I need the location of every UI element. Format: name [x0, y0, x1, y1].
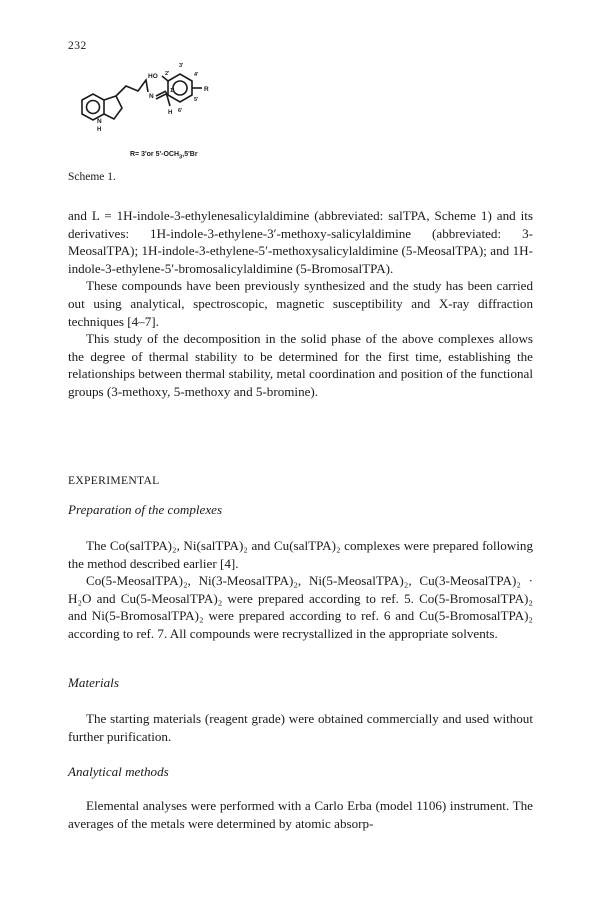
atom-5prime: 5': [194, 97, 199, 103]
atom-3prime: 3': [179, 63, 184, 69]
indole-pyrrole-ring: [104, 96, 122, 119]
atom-indole-n: N: [97, 118, 102, 125]
atom-6prime: 6': [178, 108, 183, 114]
ethylene-chain: [116, 80, 148, 96]
intro-paragraph-1: and L = 1H-indole-3-ethylenesalicylaldimine (abbreviated: salTPA, Scheme 1) and its derivatives: 1H-indole-3-ethylene-3′-methoxy-salicylaldimine (abbreviated: 3-MeosalTPA); 1H-indole-3-ethylene-5′-methoxysalicylaldimine (5-MeosalTPA); and 1H-indole-3-ethylene-5′-bromosalicylaldimine (5-BromosalTPA).: [68, 208, 533, 276]
indole-benzene-ring: [82, 94, 104, 120]
subheading-analytical-methods: Analytical methods: [68, 764, 169, 779]
intro-section: [68, 207, 533, 401]
atom-imine-h: H: [168, 110, 173, 116]
intro-paragraph-2: These compounds have been previously synthesized and the study has been carried out using analytical, spectroscopic, magnetic susceptibility and X-ray diffraction techniques [4–7].: [68, 278, 533, 329]
r-substituent-definition: R= 3'or $5'-OCH_3,5'Br$: [130, 151, 198, 161]
subheading-materials: Materials: [68, 675, 119, 690]
analytical-paragraph: Elemental analyses were performed with a Carlo Erba (model 1106) instrument. The averages of the metals were determined by atomic absorp-: [68, 798, 533, 831]
atom-imine-n: N: [149, 93, 154, 100]
section-heading-experimental: EXPERIMENTAL: [68, 474, 160, 487]
materials-section: [68, 710, 533, 745]
preparation-paragraph-2: Co(5-MeosalTPA)₂, Ni(3-MeosalTPA)₂, Ni(5-MeosalTPA)₂, Cu(3-MeosalTPA)₂ · H₂O and Cu(5-MeosalTPA)₂ were prepared according to ref. 5. Co(5-BromosalTPA)₂ and Ni(5-BromosalTPA)₂ were prepared according to ref. 6 and Cu(5-BromosalTPA)₂ according to ref. 7. All compounds were recrystallized in the appropriate solvents.: [68, 573, 533, 641]
intro-paragraph-3: This study of the decomposition in the solid phase of the above complexes allows the degree of thermal stability to be determined for the first time, establishing the relationships between thermal stability, metal coordination and position of the functional groups (3-methoxy, 5-methoxy and 5-bromine).: [68, 331, 533, 399]
scheme-caption: Scheme 1.: [68, 171, 116, 183]
atom-1prime: 1': [170, 88, 175, 94]
materials-paragraph: The starting materials (reagent grade) were obtained commercially and used without further purification.: [68, 711, 533, 744]
atom-4prime: 4': [194, 72, 199, 78]
atom-2prime: 2': [165, 71, 170, 77]
subheading-preparation: Preparation of the complexes: [68, 502, 223, 517]
atom-ho: HO: [148, 73, 158, 80]
atom-r: R: [204, 86, 209, 93]
atom-indole-h: H: [97, 127, 102, 133]
aromatic-circle-salicyl: [173, 81, 187, 95]
aromatic-circle-indole: [87, 101, 100, 114]
preparation-section: [68, 537, 533, 643]
analytical-section: [68, 797, 533, 832]
page-number: 232: [68, 40, 87, 52]
preparation-paragraph-1: The Co(salTPA)₂, Ni(salTPA)₂ and Cu(salTPA)₂ complexes were prepared following the method described earlier [4].: [68, 538, 533, 571]
